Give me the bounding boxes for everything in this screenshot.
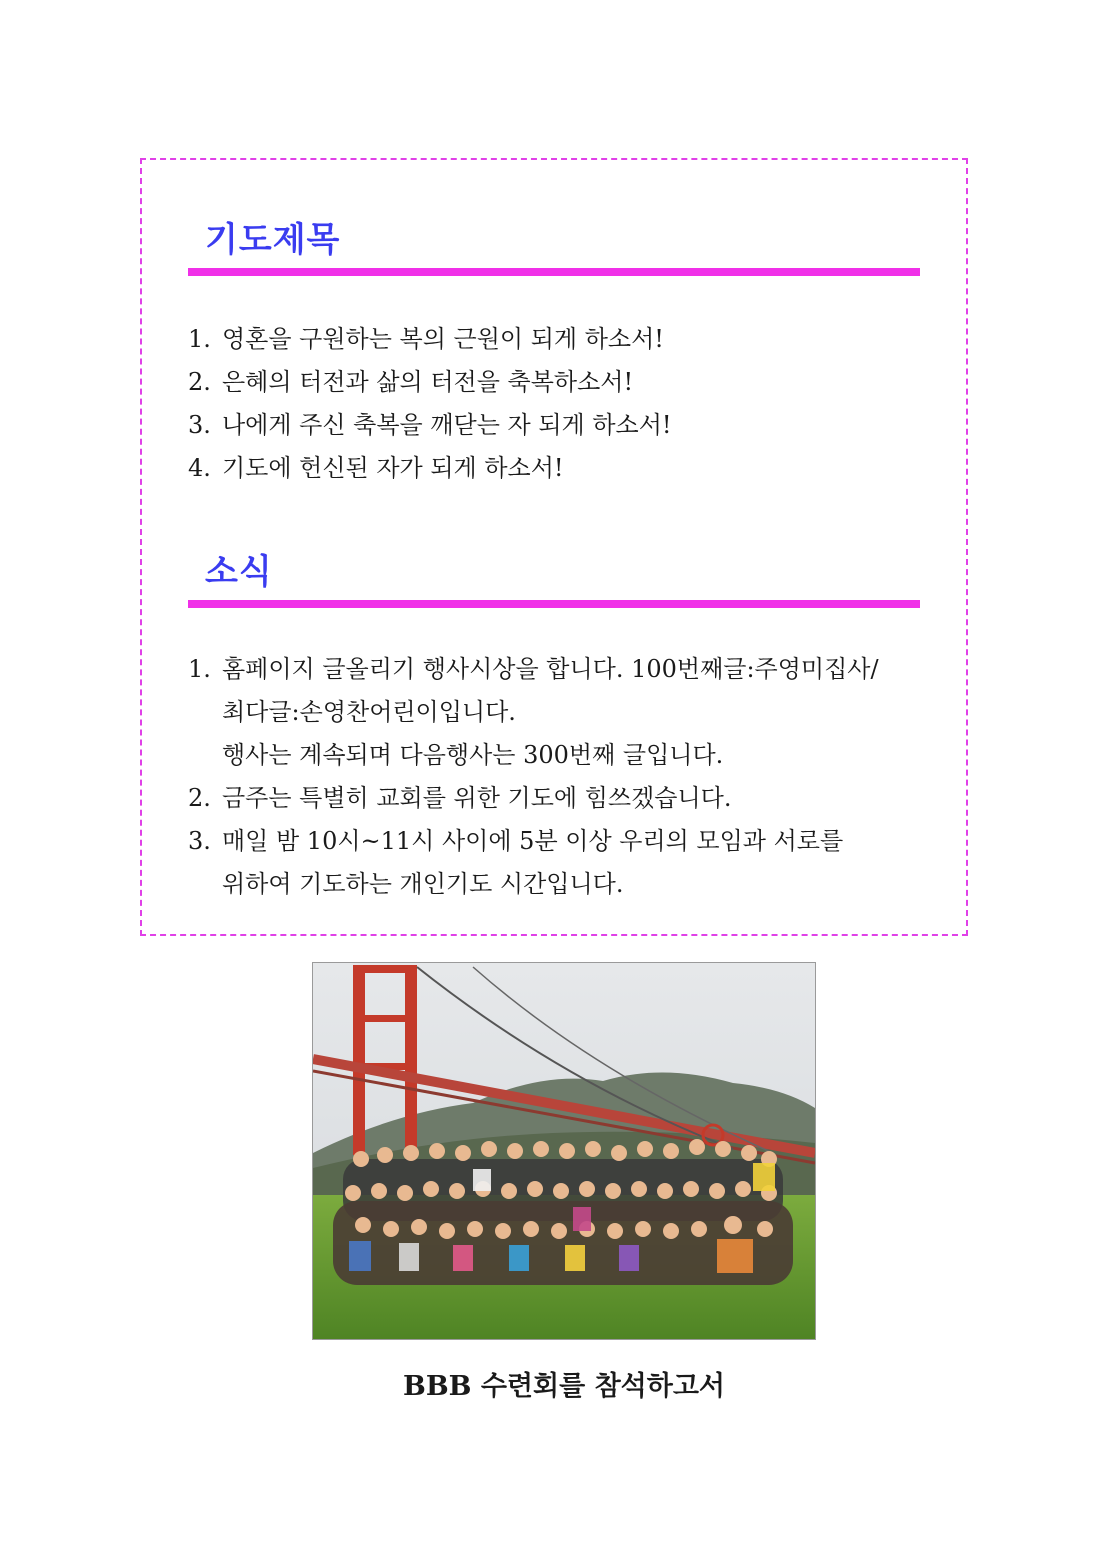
- news-item: [188, 777, 928, 820]
- news-item-text: [222, 648, 928, 777]
- people-group: [333, 1139, 793, 1285]
- prayer-rule: [188, 268, 920, 276]
- news-item-line: 매일 밤 10시~11시 사이에 5분 이상 우리의 모임과 서로를: [222, 827, 844, 855]
- news-title: 소식: [205, 552, 273, 592]
- news-item-number: 1.: [188, 655, 211, 683]
- photo-caption: BBB 수련회를 참석하고서: [403, 1371, 725, 1402]
- news-item-text: [222, 777, 928, 820]
- news-rule: [188, 600, 920, 608]
- prayer-item-text: [222, 361, 928, 404]
- news-item-line: 홈페이지 글올리기 행사시상을 합니다. 100번째글:주영미집사/: [222, 655, 879, 683]
- prayer-list: [188, 318, 928, 490]
- news-item-text: [222, 820, 928, 906]
- prayer-title: 기도제목: [205, 220, 341, 260]
- news-item: [188, 648, 928, 777]
- group-photo: [312, 962, 816, 1340]
- prayer-item-line: 은혜의 터전과 삶의 터전을 축복하소서!: [222, 368, 634, 396]
- prayer-item-line: 나에게 주신 축복을 깨닫는 자 되게 하소서!: [222, 411, 672, 439]
- prayer-item-text: [222, 447, 928, 490]
- prayer-item-line: 영혼을 구원하는 복의 근원이 되게 하소서!: [222, 325, 664, 353]
- news-item-line: 위하여 기도하는 개인기도 시간입니다.: [222, 870, 624, 898]
- news-item-line: 행사는 계속되며 다음행사는 300번째 글입니다.: [222, 741, 724, 769]
- news-item-number: 2.: [188, 784, 211, 812]
- news-item-number: 3.: [188, 827, 211, 855]
- news-item: [188, 820, 928, 906]
- prayer-item-number: 1.: [188, 325, 211, 353]
- prayer-item-number: 4.: [188, 454, 211, 482]
- prayer-item: [188, 447, 928, 490]
- prayer-item-number: 3.: [188, 411, 211, 439]
- news-item-line: 최다글:손영찬어린이입니다.: [222, 698, 516, 726]
- prayer-item: [188, 318, 928, 361]
- prayer-item-line: 기도에 헌신된 자가 되게 하소서!: [222, 454, 564, 482]
- prayer-item: [188, 404, 928, 447]
- prayer-item-text: [222, 404, 928, 447]
- news-list: [188, 648, 928, 906]
- prayer-item-number: 2.: [188, 368, 211, 396]
- bridge-group-photo-image: [313, 963, 815, 1339]
- prayer-item-text: [222, 318, 928, 361]
- prayer-item: [188, 361, 928, 404]
- news-item-line: 금주는 특별히 교회를 위한 기도에 힘쓰겠습니다.: [222, 784, 732, 812]
